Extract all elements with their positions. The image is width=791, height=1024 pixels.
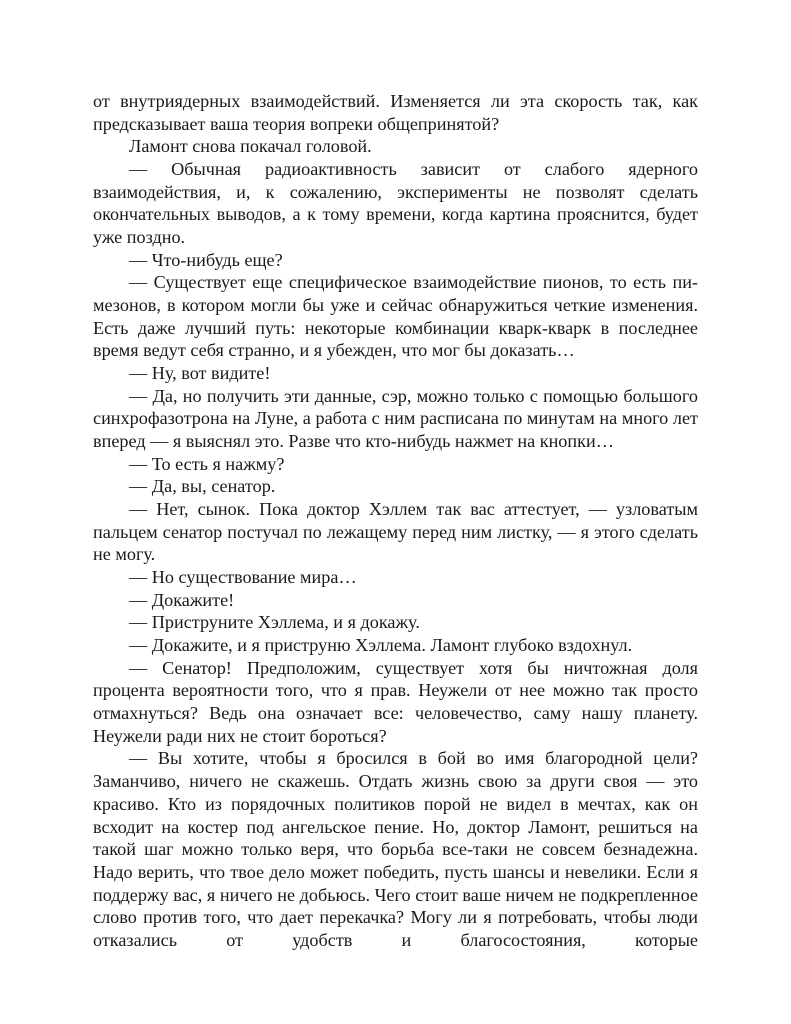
paragraph: — Ну, вот видите! <box>129 363 271 384</box>
paragraph: от внутриядерных взаимодействий. Изменяется ли эта скорость так, как предсказывает ваша теория вопреки общепринятой? <box>93 91 698 134</box>
paragraph: — Но существование мира… <box>129 567 357 588</box>
paragraph: Ламонт снова покачал головой. <box>129 136 372 157</box>
paragraph: — Обычная радиоактивность зависит от слабого ядерного взаимодействия, и, к сожалению, эксперименты не позволят сделать окончательных выводов, а к тому времени, когда картина прояснится, будет уже поздно. <box>93 159 698 248</box>
paragraph: — Да, вы, сенатор. <box>129 476 276 497</box>
paragraph: — Докажите! <box>129 589 235 610</box>
paragraph-last: — Вы хотите, чтобы я бросился в бой во имя благородной цели? Заманчиво, ничего не скажешь. Отдать жизнь свою за други своя — это красиво. Кто из порядочных политиков порой не видел в мечтах, как он всходит на костер под ангельское пение. Но, доктор Ламонт, решиться на такой шаг можно только веря, что борьба все-таки не совсем безнадежна. Надо верить, что твое дело может победить, пусть шансы и невелики. Если я поддержу вас, я ничего не добьюсь. Чего стоит ваше ничем не подкрепленное слово против того, что дает перекачка? Могу ли я потребовать, чтобы люди отказались от удобств и благосостояния, которые <box>93 748 698 950</box>
paragraph: — Нет, сынок. Пока доктор Хэллем так вас аттестует, — узловатым пальцем сенатор постучал по лежащему перед ним листку, — я этого сделать не могу. <box>93 499 698 565</box>
paragraph: — Приструните Хэллема, и я докажу. <box>129 612 420 633</box>
paragraph: — То есть я нажму? <box>129 453 285 474</box>
paragraph: — Докажите, и я приструню Хэллема. Ламонт глубоко вздохнул. <box>129 635 633 656</box>
paragraph: — Сенатор! Предположим, существует хотя бы ничтожная доля процента вероятности того, что я прав. Неужели от нее можно так просто отмахнуться? Ведь она означает все: человечество, саму нашу планету. Неужели ради них не стоит бороться? <box>93 657 698 746</box>
paragraph: — Что-нибудь еще? <box>129 249 283 270</box>
document-page <box>93 90 698 952</box>
paragraph: — Да, но получить эти данные, сэр, можно только с помощью большого синхрофазотрона на Луне, а работа с ним расписана по минутам на много лет вперед — я выяснял это. Разве что кто-нибудь нажмет на кнопки… <box>93 385 698 452</box>
paragraph: — Существует еще специфическое взаимодействие пионов, то есть пи-мезонов, в котором могли бы уже и сейчас обнаружиться четкие изменения. Есть даже лучший путь: некоторые комбинации кварк-кварк в последнее время ведут себя странно, и я убежден, что мог бы доказать… <box>93 272 698 361</box>
